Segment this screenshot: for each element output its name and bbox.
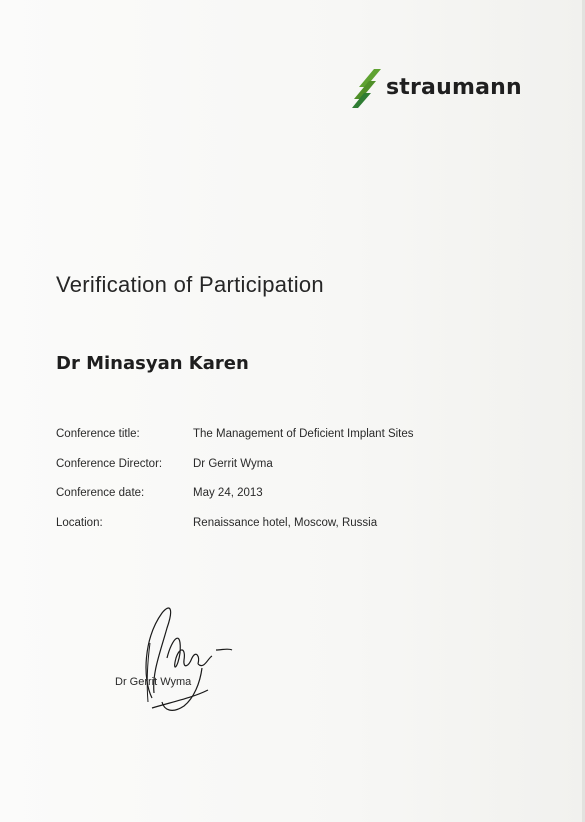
detail-row-director bbox=[56, 458, 526, 488]
detail-value: Dr Gerrit Wyma bbox=[193, 457, 273, 470]
detail-value: May 24, 2013 bbox=[193, 487, 263, 499]
detail-value: Renaissance hotel, Moscow, Russia bbox=[193, 516, 378, 529]
detail-label: Conference date: bbox=[56, 487, 145, 499]
brand-logo bbox=[352, 66, 522, 110]
certificate-title: Verification of Participation bbox=[56, 272, 324, 297]
brand-name: straumann bbox=[386, 75, 522, 100]
handwritten-signature bbox=[112, 598, 242, 718]
participant-name: Dr Minasyan Karen bbox=[56, 353, 249, 374]
detail-row-date bbox=[56, 487, 526, 517]
detail-label: Conference Director: bbox=[56, 457, 163, 470]
signer-name: Dr Gerrit Wyma bbox=[115, 676, 192, 688]
detail-row-title bbox=[56, 428, 526, 458]
detail-value: The Management of Deficient Implant Sites bbox=[193, 428, 414, 440]
detail-row-location bbox=[56, 517, 526, 547]
straumann-logo-icon bbox=[352, 67, 382, 109]
detail-label: Conference title: bbox=[56, 428, 140, 440]
conference-details bbox=[56, 428, 526, 546]
detail-label: Location: bbox=[56, 516, 103, 529]
